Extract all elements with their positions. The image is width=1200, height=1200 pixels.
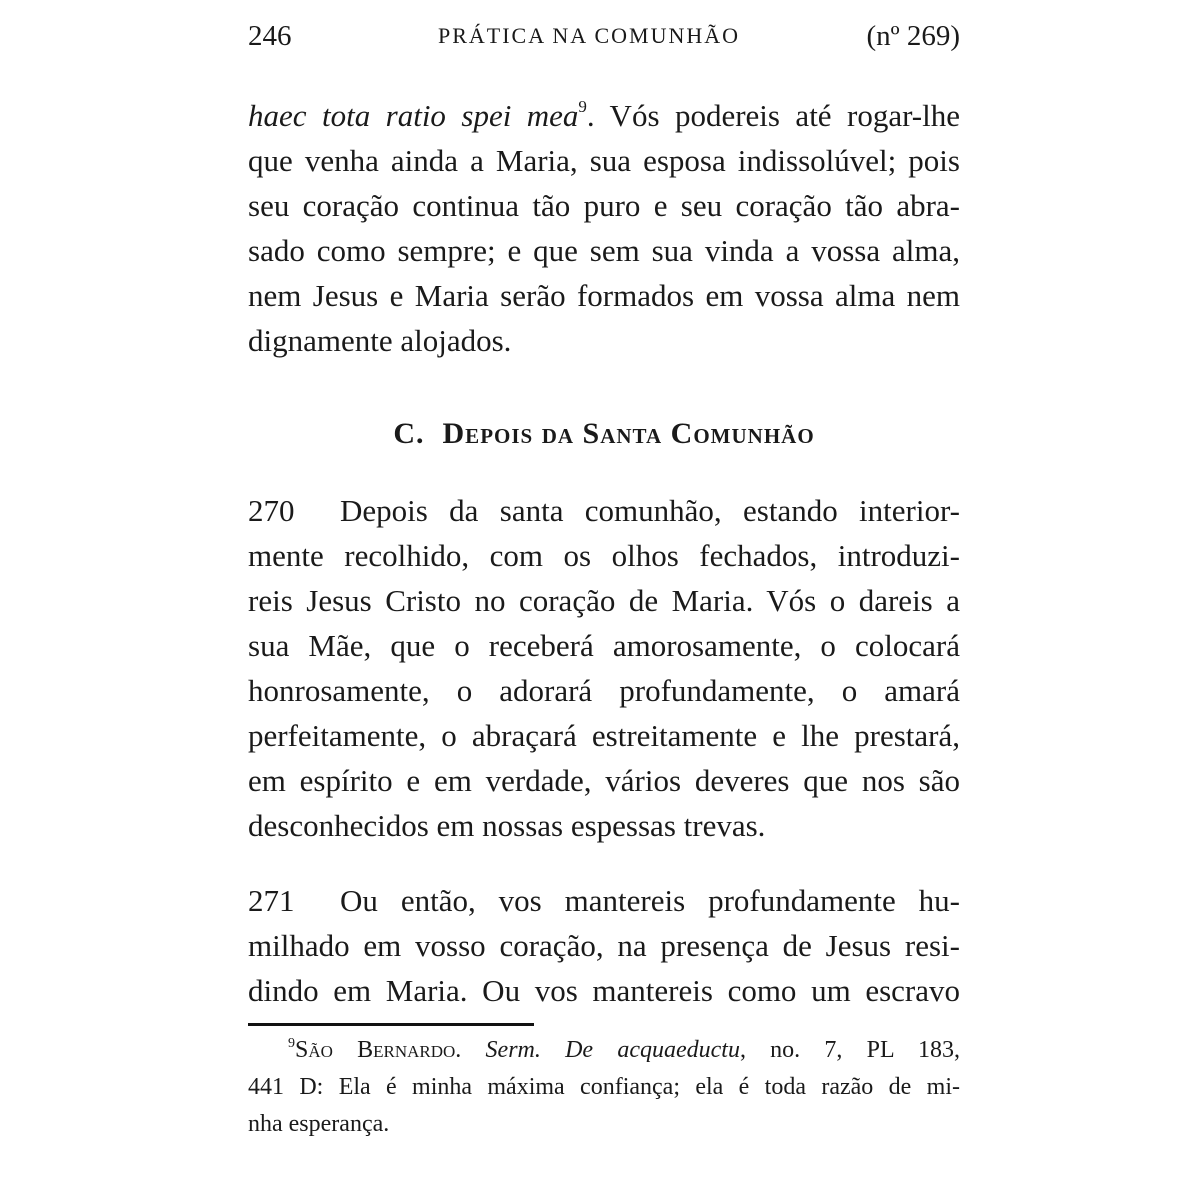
text-line: reis Jesus Cristo no coração de Maria. Vós o dareis a bbox=[248, 583, 960, 618]
footnote-marker: 9 bbox=[288, 1036, 295, 1051]
text-line: que venha ainda a Maria, sua esposa indissolúvel; pois bbox=[248, 143, 960, 178]
text-line: dignamente alojados. bbox=[248, 323, 512, 358]
paragraph-reference: (nº 269) bbox=[866, 20, 960, 52]
text-line bbox=[248, 878, 960, 923]
text-line: seu coração continua tão puro e seu coração tão abra- bbox=[248, 188, 960, 223]
continuation-paragraph bbox=[248, 93, 960, 363]
footnote-author: São Bernardo. bbox=[295, 1037, 462, 1063]
footnote-citation: , no. 7, PL 183, bbox=[739, 1037, 960, 1063]
footnote-line bbox=[248, 1032, 960, 1069]
paragraph-number: 270 bbox=[248, 493, 295, 528]
running-title: PRÁTICA NA COMUNHÃO bbox=[438, 23, 741, 48]
text-line bbox=[248, 488, 960, 533]
text-line: em espírito e em verdade, vários deveres que nos são bbox=[248, 763, 960, 798]
text-span: Ou então, vos mantereis profundamente hu- bbox=[340, 883, 960, 918]
paragraph-270 bbox=[248, 488, 960, 848]
text-line: sua Mãe, que o receberá amorosamente, o colocará bbox=[248, 628, 960, 663]
page-number: 246 bbox=[248, 20, 292, 52]
text-line: sado como sempre; e que sem sua vinda a vossa alma, bbox=[248, 233, 960, 268]
text-line: desconhecidos em nossas espessas trevas. bbox=[248, 808, 766, 843]
footnote bbox=[248, 1032, 960, 1143]
footnote-line: nha esperança. bbox=[248, 1111, 390, 1137]
running-head bbox=[248, 16, 960, 56]
text-line: perfeitamente, o abraçará estreitamente e lhe prestará, bbox=[248, 718, 960, 753]
section-title: Depois da Santa Comunhão bbox=[442, 417, 815, 450]
latin-quote: haec tota ratio spei mea bbox=[248, 98, 579, 133]
paragraph-number: 271 bbox=[248, 883, 295, 918]
paragraph-271 bbox=[248, 878, 960, 1013]
text-span: Depois da santa comunhão, estando interior- bbox=[340, 493, 960, 528]
footnote-marker: 9 bbox=[578, 97, 587, 116]
text-span: . Vós podereis até rogar-lhe bbox=[586, 98, 960, 133]
footnote-separator bbox=[248, 1023, 534, 1026]
text-line bbox=[248, 93, 960, 138]
text-line: nem Jesus e Maria serão formados em vossa alma nem bbox=[248, 278, 960, 313]
text-line: dindo em Maria. Ou vos mantereis como um escravo bbox=[248, 973, 960, 1008]
text-line: milhado em vosso coração, na presença de Jesus resi- bbox=[248, 928, 960, 963]
text-line: mente recolhido, com os olhos fechados, introduzi- bbox=[248, 538, 960, 573]
footnote-line: 441 D: Ela é minha máxima confiança; ela é toda razão de mi- bbox=[248, 1074, 960, 1100]
section-heading bbox=[248, 412, 960, 456]
section-letter: C. bbox=[393, 417, 425, 450]
text-line: honrosamente, o adorará profundamente, o amará bbox=[248, 673, 960, 708]
footnote-work: Serm. De acquaeductu bbox=[485, 1037, 740, 1063]
